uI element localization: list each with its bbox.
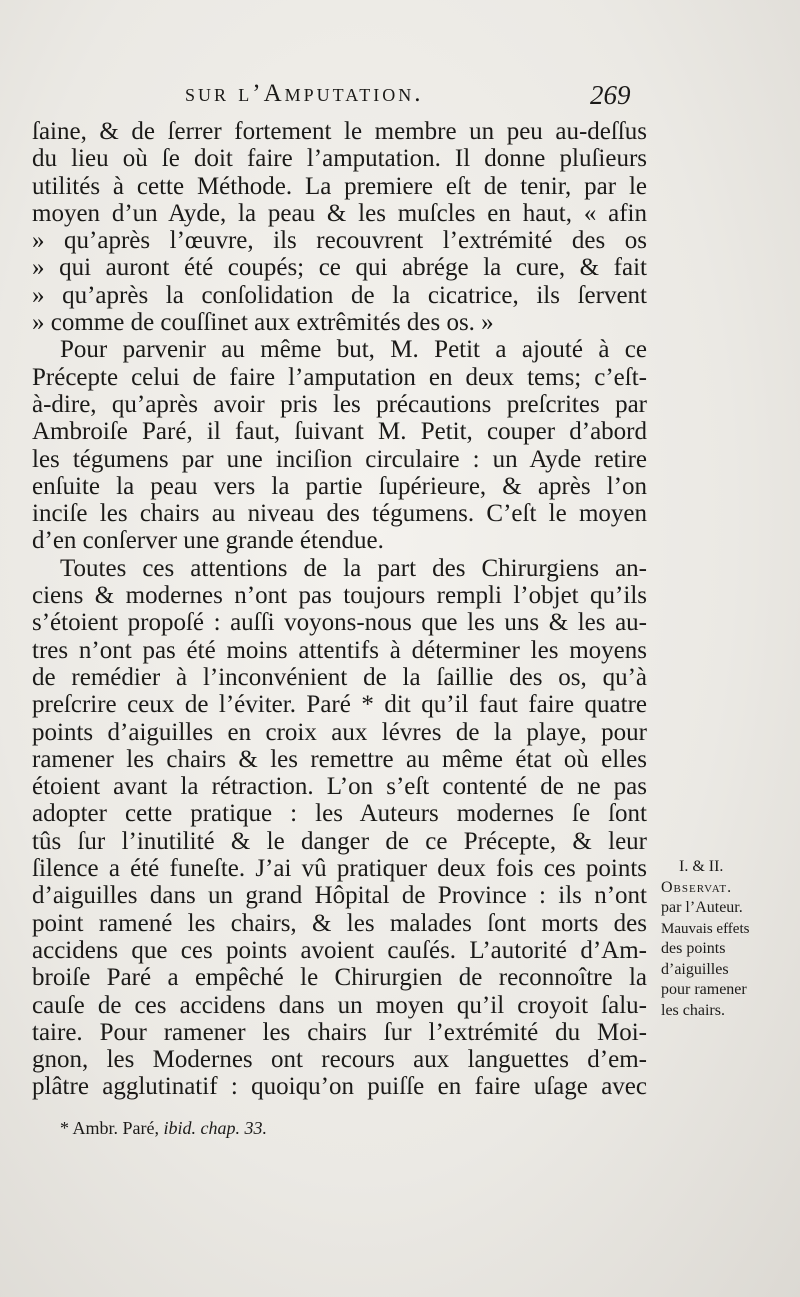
page-header [0, 80, 800, 116]
margin-note-line: d’aiguilles [661, 960, 729, 978]
text-line: moyen d’un Ayde, la peau & les muſcles en haut, « afin [32, 199, 647, 227]
text-line: Précepte celui de faire l’amputation en deux tems; c’eſt- [32, 363, 647, 391]
text-line: s’étoient propoſé : auſſi voyons-nous que les uns & les au- [32, 609, 647, 637]
text-line: étoient avant la rétraction. L’on s’eſt contenté de ne pas [32, 773, 647, 801]
footnote-reference: ibid. chap. 33. [163, 1118, 267, 1138]
text-line: ſilence a été funeſte. J’ai vû pratiquer deux fois ces points [32, 855, 647, 883]
margin-note [661, 857, 781, 1021]
text-line: les tégumens par une inciſion circulaire : un Ayde retire [32, 445, 647, 473]
margin-note-title: Observat. [661, 878, 733, 896]
text-line: enſuite la peau vers la partie ſupérieure, & après l’on [32, 472, 647, 500]
text-line: de remédier à l’inconvénient de la ſaillie des os, qu’à [32, 663, 647, 691]
text-line: accidens que ces points avoient cauſés. L’autorité d’Am- [32, 936, 647, 964]
body-text [32, 118, 647, 1101]
text-line: ramener les chairs & les remettre au même état où elles [32, 745, 647, 773]
text-line: ſaine, & de ſerrer fortement le membre un peu au-deſſus [32, 118, 647, 145]
text-line: tres n’ont pas été moins attentifs à déterminer les moyens [32, 636, 647, 664]
text-line: cauſe de ces accidens dans un moyen qu’il croyoit ſalu- [32, 991, 647, 1019]
text-line: taire. Pour ramener les chairs ſur l’extrémité du Moi- [32, 1018, 647, 1046]
text-line: à-dire, qu’après avoir pris les précautions preſcrites par [32, 390, 647, 418]
text-line: du lieu où ſe doit faire l’amputation. Il donne pluſieurs [32, 145, 647, 173]
text-line: points d’aiguilles en croix aux lévres de la playe, pour [32, 718, 647, 746]
text-line: inciſe les chairs au niveau des tégumens. C’eſt le moyen [32, 500, 647, 528]
text-line: preſcrire ceux de l’éviter. Paré * dit qu’il faut faire quatre [32, 691, 647, 719]
margin-note-number: I. & II. [679, 858, 724, 875]
footnote [60, 1118, 267, 1139]
margin-note-line: Mauvais effets [661, 920, 750, 937]
text-line: gnon, les Modernes ont recours aux languettes d’em- [32, 1046, 647, 1074]
margin-note-line: par l’Auteur. [661, 899, 743, 916]
text-line: Ambroiſe Paré, il faut, ſuivant M. Petit, couper d’abord [32, 418, 647, 446]
text-line: d’aiguilles dans un grand Hôpital de Province : ils n’ont [32, 882, 647, 910]
text-line: » qu’après la conſolidation de la cicatrice, ils ſervent [32, 281, 647, 309]
text-line: tûs ſur l’inutilité & le danger de ce Précepte, & leur [32, 827, 647, 855]
margin-note-line: les chairs. [661, 1001, 725, 1019]
text-line: » comme de couſſinet aux extrêmités des os. » [32, 309, 494, 337]
text-line: » qu’après l’œuvre, ils recouvrent l’extrémité des os [32, 227, 647, 255]
paragraph-start-line: Pour parvenir au même but, M. Petit a ajouté à ce [60, 336, 647, 364]
margin-note-line: pour ramener [661, 981, 747, 998]
paragraph-start-line: Toutes ces attentions de la part des Chirurgiens an- [60, 554, 647, 582]
text-line: point ramené les chairs, & les malades ſont morts des [32, 909, 647, 937]
text-line: adopter cette pratique : les Auteurs modernes ſe ſont [32, 800, 647, 828]
text-line: broiſe Paré a empêché le Chirurgien de reconnoître la [32, 964, 647, 992]
text-line: plâtre agglutinatif : quoiqu’on puiſſe en faire uſage avec [32, 1073, 647, 1101]
running-head: sur l’Amputation. [185, 80, 424, 107]
text-line: ciens & modernes n’ont pas toujours rempli l’objet qu’ils [32, 582, 647, 610]
footnote-marker: * Ambr. Paré, [60, 1118, 159, 1138]
text-line: d’en conſerver une grande étendue. [32, 527, 384, 555]
text-line: » qui auront été coupés; ce qui abrége la cure, & fait [32, 254, 647, 282]
page-number: 269 [590, 80, 631, 110]
margin-note-line: des points [661, 940, 726, 957]
text-line: utilités à cette Méthode. La premiere eſt de tenir, par le [32, 172, 647, 200]
